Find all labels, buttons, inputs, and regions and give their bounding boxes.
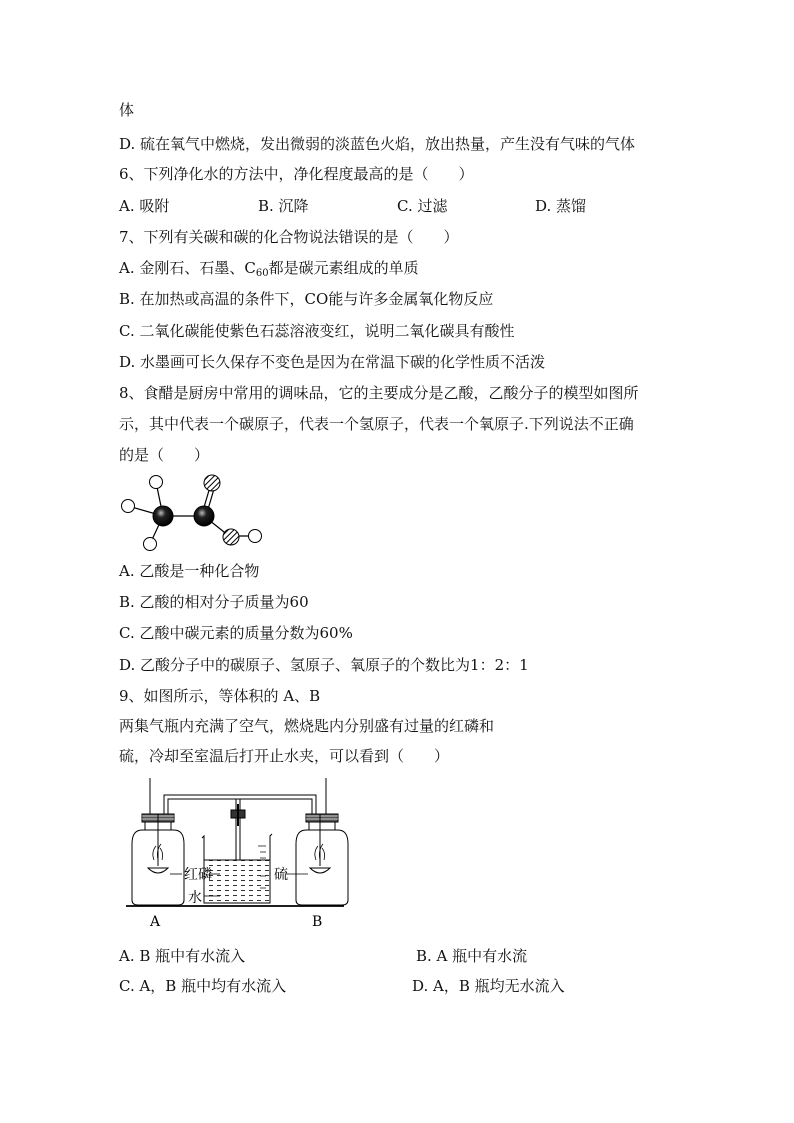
- gas-bottle-apparatus-figure: [120, 778, 350, 930]
- acetic-acid-molecule-model: [112, 470, 272, 560]
- q8-stem-line-3: 的是（ ）: [119, 446, 210, 464]
- label-sulfur: 硫: [274, 867, 288, 883]
- q8-option-b: B. 乙酸的相对分子质量为60: [119, 593, 309, 611]
- q7-stem: 7、下列有关碳和碳的化合物说法错误的是（ ）: [119, 228, 459, 246]
- hydrogen-atom: [122, 500, 135, 513]
- oxygen-atom: [223, 529, 239, 545]
- label-bottle-a: A: [150, 914, 161, 930]
- q8-option-d: D. 乙酸分子中的碳原子、氢原子、氧原子的个数比为1：2：1: [119, 656, 529, 674]
- q7-option-b: B. 在加热或高温的条件下，CO能与许多金属氧化物反应: [119, 290, 494, 308]
- q9-stem-line-2: 两集气瓶内充满了空气，燃烧匙内分别盛有过量的红磷和: [119, 717, 495, 735]
- q8-option-a: A. 乙酸是一种化合物: [119, 562, 260, 580]
- q6-option-b: B. 沉降: [258, 197, 309, 215]
- q9-stem-line-1: 9、如图所示，等体积的 A、B: [119, 687, 321, 705]
- q8-stem-line-1: 8、食醋是厨房中常用的调味品，它的主要成分是乙酸，乙酸分子的模型如图所: [119, 384, 639, 402]
- q6-option-c: C. 过滤: [397, 197, 448, 215]
- q6-stem: 6、下列净化水的方法中，净化程度最高的是（ ）: [119, 165, 474, 183]
- label-water: 水: [188, 890, 202, 906]
- oxygen-atom: [204, 475, 220, 491]
- hydrogen-atom: [249, 530, 262, 543]
- q9-option-a: A. B 瓶中有水流入: [119, 947, 246, 965]
- q7-option-a: A. 金刚石、石墨、$C_{60}$都是碳元素组成的单质: [119, 259, 419, 279]
- subscript-60: 60: [255, 268, 269, 279]
- q7-option-d: D. 水墨画可长久保存不变色是因为在常温下碳的化学性质不活泼: [119, 353, 546, 371]
- q8-option-c: C. 乙酸中碳元素的质量分数为60%: [119, 624, 353, 642]
- hydrogen-atom: [144, 538, 157, 551]
- label-bottle-b: B: [312, 914, 323, 930]
- q5-option-d: D. 硫在氧气中燃烧，发出微弱的淡蓝色火焰，放出热量，产生没有气味的气体: [119, 135, 636, 153]
- q5-continuation: 体: [119, 101, 135, 119]
- label-red-phosphorus: 红磷: [184, 867, 212, 883]
- q9-stem-line-3: 硫，冷却至室温后打开止水夹，可以看到（ ）: [119, 747, 450, 765]
- q7-option-c: C. 二氧化碳能使紫色石蕊溶液变红，说明二氧化碳具有酸性: [119, 322, 515, 340]
- q9-option-b: B. A 瓶中有水流: [416, 947, 528, 965]
- q8-stem-line-2: 示，其中代表一个碳原子，代表一个氢原子，代表一个氧原子.下列说法不正确: [119, 415, 634, 433]
- hydrogen-atom: [150, 476, 163, 489]
- q9-option-c: C. A，B 瓶中均有水流入: [119, 977, 287, 995]
- q9-option-d: D. A，B 瓶均无水流入: [412, 977, 565, 995]
- q6-option-a: A. 吸附: [119, 197, 170, 215]
- carbon-atom: [153, 506, 173, 526]
- q6-option-d: D. 蒸馏: [535, 197, 587, 215]
- carbon-atom: [194, 506, 214, 526]
